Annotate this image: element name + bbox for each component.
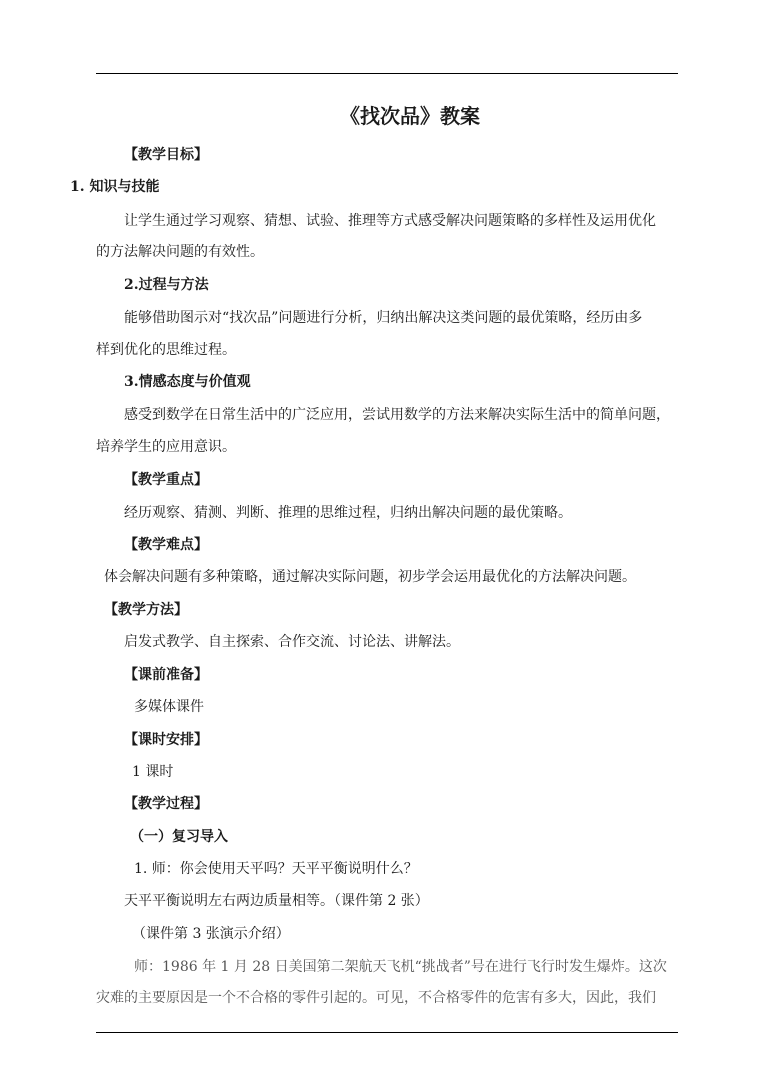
methods-heading: 【教学方法】 bbox=[104, 602, 188, 618]
procedure-item1: 1. 师：你会使用天平吗？天平平衡说明什么？ bbox=[134, 861, 418, 877]
process-text-line1: 能够借助图示对“找次品”问题进行分析，归纳出解决这类问题的最优策略，经历由多 bbox=[124, 310, 643, 326]
schedule-text: 1 课时 bbox=[132, 764, 174, 780]
methods-text: 启发式教学、自主探索、合作交流、讨论法、讲解法。 bbox=[124, 634, 460, 650]
difficulties-heading: 【教学难点】 bbox=[124, 537, 208, 553]
header-rule bbox=[96, 73, 678, 74]
procedure-para-line1: 师：1986 年 1 月 28 日美国第二架航天飞机“挑战者”号在进行飞行时发生爆炸。这次 bbox=[134, 959, 667, 975]
attitude-heading: 3.情感态度与价值观 bbox=[124, 374, 251, 390]
preparation-text: 多媒体课件 bbox=[134, 699, 204, 715]
page-title: 《找次品》教案 bbox=[340, 104, 480, 128]
procedure-heading: 【教学过程】 bbox=[124, 796, 208, 812]
procedure-para-line2: 灾难的主要原因是一个不合格的零件引起的。可见，不合格零件的危害有多大，因此，我们 bbox=[96, 990, 656, 1006]
attitude-text-line2: 培养学生的应用意识。 bbox=[96, 439, 236, 455]
process-text-line2: 样到优化的思维过程。 bbox=[96, 342, 236, 358]
knowledge-text-line2: 的方法解决问题的有效性。 bbox=[96, 244, 264, 260]
key-points-text: 经历观察、猜测、判断、推理的思维过程，归纳出解决问题的最优策略。 bbox=[124, 505, 572, 521]
key-points-heading: 【教学重点】 bbox=[124, 472, 208, 488]
procedure-part1-heading: （一）复习导入 bbox=[130, 829, 228, 845]
preparation-heading: 【课前准备】 bbox=[124, 667, 208, 683]
knowledge-text-line1: 让学生通过学习观察、猜想、试验、推理等方式感受解决问题策略的多样性及运用优化 bbox=[124, 213, 656, 229]
difficulties-text: 体会解决问题有多种策略，通过解决实际问题，初步学会运用最优化的方法解决问题。 bbox=[104, 569, 636, 585]
objectives-heading: 【教学目标】 bbox=[124, 147, 208, 163]
schedule-heading: 【课时安排】 bbox=[124, 732, 208, 748]
procedure-answer1: 天平平衡说明左右两边质量相等。（课件第 2 张） bbox=[124, 893, 429, 909]
process-heading: 2.过程与方法 bbox=[124, 277, 209, 293]
footer-rule bbox=[96, 1032, 678, 1033]
procedure-note1: （课件第 3 张演示介绍） bbox=[132, 926, 290, 942]
knowledge-heading: 1. 知识与技能 bbox=[70, 179, 160, 195]
attitude-text-line1: 感受到数学在日常生活中的广泛应用，尝试用数学的方法来解决实际生活中的简单问题， bbox=[124, 407, 670, 423]
